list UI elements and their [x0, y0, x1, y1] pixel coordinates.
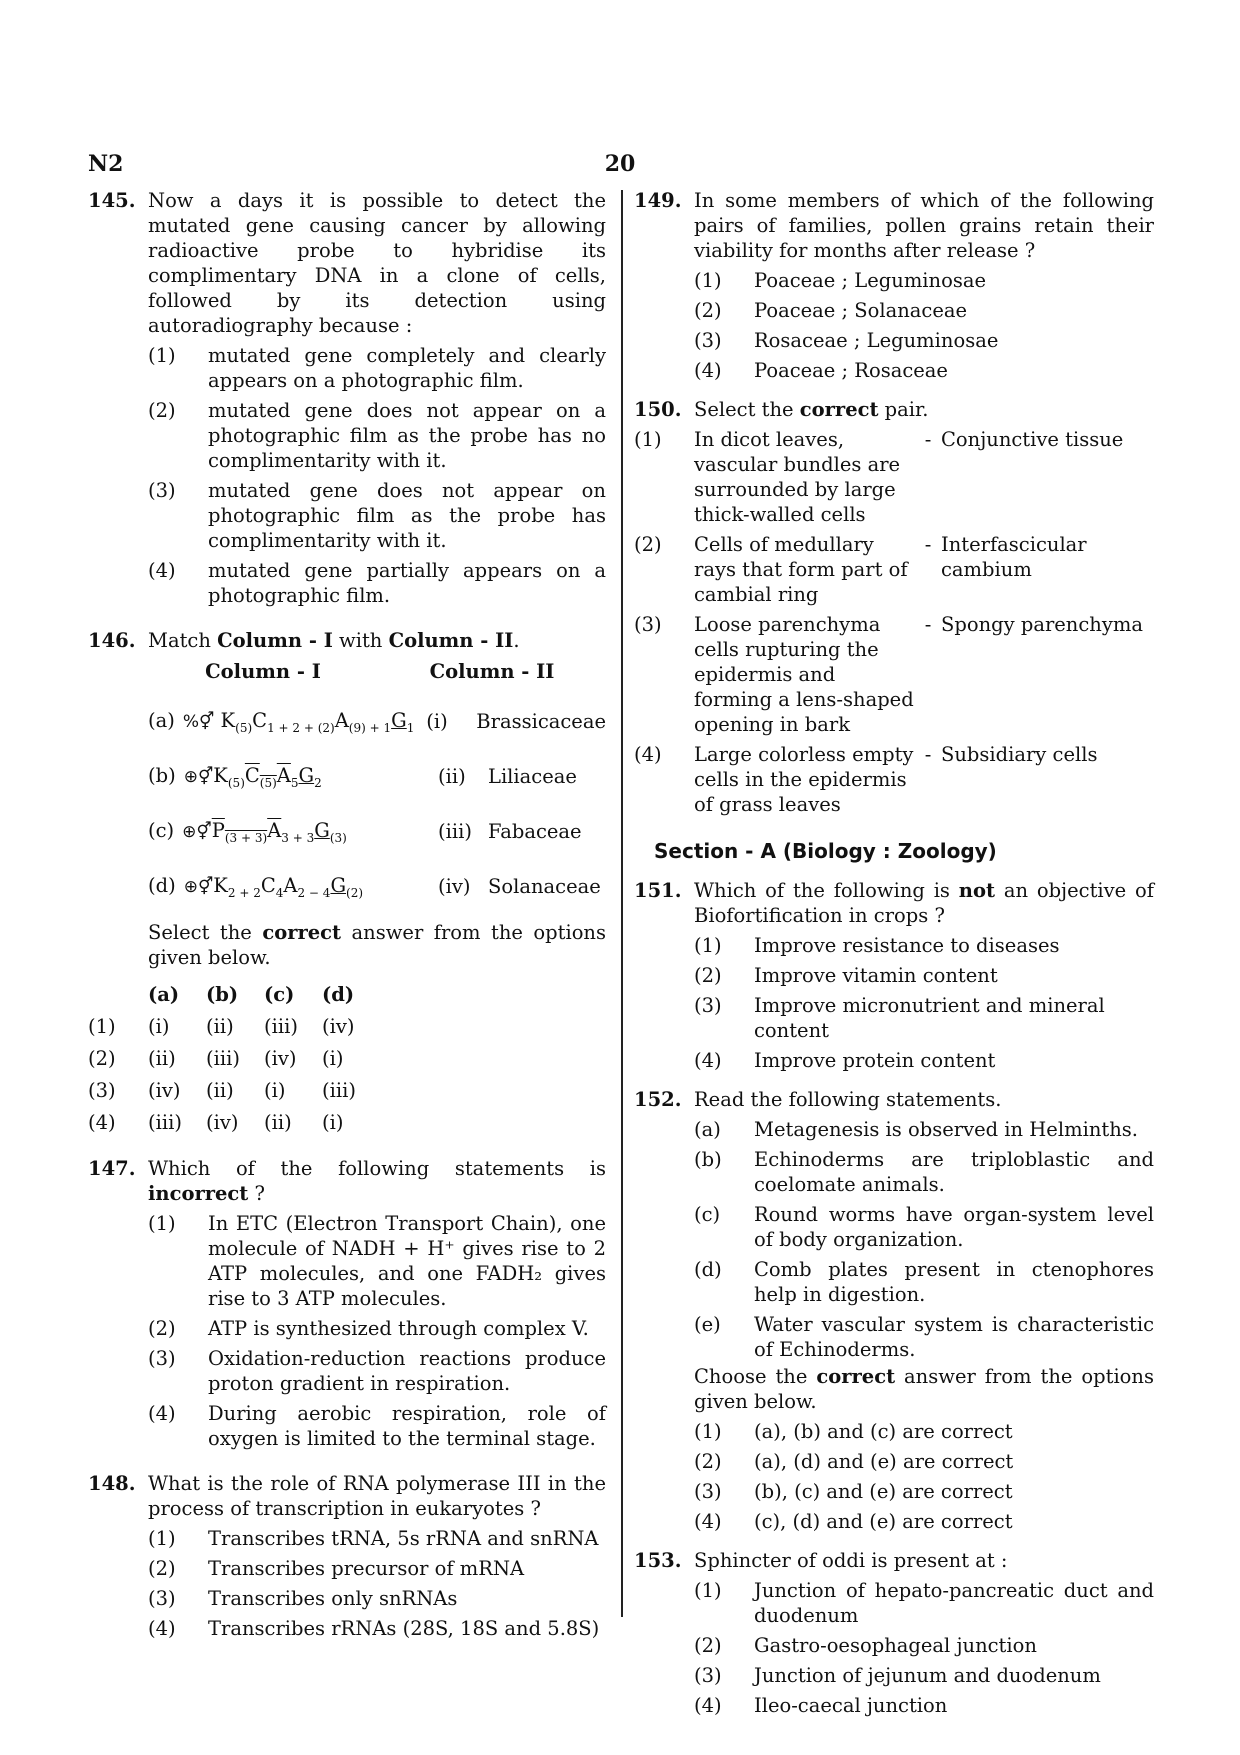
question-150: [634, 397, 1154, 817]
pair-dash: -: [924, 743, 932, 766]
option-text: (a), (b) and (c) are correct: [754, 1420, 1013, 1443]
option-text: Improve resistance to diseases: [754, 934, 1060, 957]
option-label: (1): [694, 934, 722, 957]
option-label: (1): [694, 269, 722, 292]
option-text: Improve protein content: [754, 1049, 996, 1072]
question-number: 145.: [88, 189, 136, 212]
question-152: [634, 1087, 1154, 1534]
family-name: Solanaceae: [488, 875, 601, 898]
roman-label: (ii): [438, 765, 466, 788]
option-text: Transcribes rRNAs (28S, 18S and 5.8S): [208, 1617, 600, 1640]
match-row-b: [148, 749, 606, 804]
option-4[interactable]: [148, 1401, 606, 1451]
option-text: mutated gene does not appear on a photographic film as the probe has no complimentarity with it.: [208, 399, 606, 472]
option-2[interactable]: [694, 298, 1154, 323]
question-151: [634, 878, 1154, 1073]
option-1[interactable]: [148, 343, 606, 393]
statement-c: [694, 1202, 1154, 1252]
option-label: (3): [148, 1347, 176, 1370]
question-stem: Which of the following statements is incorrect ?: [148, 1157, 606, 1205]
family-name: Brassicaceae: [476, 710, 606, 733]
option-3[interactable]: [148, 1346, 606, 1396]
option-text: Improve micronutrient and mineral content: [754, 994, 1105, 1042]
option-text: (a), (d) and (e) are correct: [754, 1450, 1014, 1473]
roman-label: (iv): [438, 875, 471, 898]
pair-dash: -: [924, 533, 932, 556]
option-3[interactable]: [694, 328, 1154, 353]
pair-option-1[interactable]: [634, 427, 1154, 527]
floral-formula-b: (b) $\oplus⚥K_{(5)}C_{(5)}A_5G_2$: [148, 764, 322, 790]
option-label: (1): [694, 1579, 722, 1602]
pair-match: Conjunctive tissue: [941, 428, 1124, 451]
option-label: (4): [634, 743, 662, 766]
question-153: [634, 1548, 1154, 1718]
answer-option-4[interactable]: (4) (iii) (iv) (ii) (i): [88, 1110, 344, 1134]
statement-text: Round worms have organ-system level of body organization.: [754, 1203, 1154, 1251]
statement-d: [694, 1257, 1154, 1307]
option-3[interactable]: [694, 993, 1154, 1043]
option-text: Junction of jejunum and duodenum: [754, 1664, 1101, 1687]
pair-term: Cells of medullary rays that form part of cambial ring: [694, 533, 908, 606]
question-number: 151.: [634, 879, 682, 902]
option-label: (4): [694, 1510, 722, 1533]
family-name: Liliaceae: [488, 765, 577, 788]
option-label: (1): [148, 344, 176, 367]
option-1[interactable]: [694, 933, 1154, 958]
option-text: (c), (d) and (e) are correct: [754, 1510, 1013, 1533]
question-stem: Which of the following is not an objective of Biofortification in crops ?: [694, 879, 1154, 927]
statement-text: Metagenesis is observed in Helminths.: [754, 1118, 1138, 1141]
match-row-d: [148, 859, 606, 914]
option-4[interactable]: [148, 1616, 606, 1641]
question-stem: Now a days it is possible to detect the mutated gene causing cancer by allowing radioactive probe to hybridise its complimentary DNA in a clone of cells, followed by its detection using autoradiography because :: [148, 189, 606, 337]
question-number: 149.: [634, 189, 682, 212]
question-stem: Sphincter of oddi is present at :: [694, 1549, 1008, 1572]
option-label: (4): [694, 1049, 722, 1072]
page-number: 20: [604, 151, 636, 177]
option-text: Poaceae ; Solanaceae: [754, 299, 968, 322]
option-label: (2): [634, 533, 662, 556]
option-2[interactable]: [694, 1633, 1154, 1658]
statement-label: (b): [694, 1148, 722, 1171]
option-label: (2): [694, 1450, 722, 1473]
roman-label: (iii): [438, 820, 472, 843]
option-text: Improve vitamin content: [754, 964, 998, 987]
select-instruction: Select the correct answer from the options given below.: [148, 921, 606, 969]
option-label: (4): [148, 1617, 176, 1640]
option-label: (3): [694, 994, 722, 1017]
statement-a: [694, 1117, 1154, 1142]
question-145: [88, 188, 606, 608]
option-2[interactable]: [148, 1556, 606, 1581]
option-2[interactable]: [694, 963, 1154, 988]
option-label: (3): [148, 479, 176, 502]
option-3[interactable]: [694, 1663, 1154, 1688]
option-text: (b), (c) and (e) are correct: [754, 1480, 1013, 1503]
option-1[interactable]: [694, 1419, 1154, 1444]
option-text: In ETC (Electron Transport Chain), one molecule of NADH + H⁺ gives rise to 2 ATP molecules, and one FADH₂ gives rise to 3 ATP molecules.: [208, 1212, 606, 1310]
column-headers: [148, 659, 606, 684]
pair-term: In dicot leaves, vascular bundles are surrounded by large thick-walled cells: [694, 428, 901, 526]
statement-text: Water vascular system is characteristic of Echinoderms.: [754, 1313, 1154, 1361]
floral-formula-d: (d) $\oplus⚥K_{2 + 2}C_4A_{2 - 4}G_{(2)}$: [148, 874, 364, 900]
pair-option-4[interactable]: [634, 742, 1154, 817]
option-text: Ileo-caecal junction: [754, 1694, 948, 1717]
choose-instruction: Choose the correct answer from the options given below.: [694, 1365, 1154, 1413]
question-stem: Match Column - I with Column - II.: [148, 629, 520, 652]
option-label: (2): [148, 1317, 176, 1340]
option-label: (3): [694, 1480, 722, 1503]
statement-b: [694, 1147, 1154, 1197]
option-4[interactable]: [694, 358, 1154, 383]
option-3[interactable]: [148, 478, 606, 553]
family-name: Fabaceae: [488, 820, 582, 843]
question-number: 152.: [634, 1088, 682, 1111]
option-text: Transcribes only snRNAs: [208, 1587, 458, 1610]
option-label: (4): [148, 559, 176, 582]
option-text: Transcribes precursor of mRNA: [208, 1557, 525, 1580]
pair-match: Interfascicular cambium: [941, 533, 1087, 581]
option-text: mutated gene completely and clearly appears on a photographic film.: [208, 344, 606, 392]
question-148: [88, 1471, 606, 1641]
option-label: (1): [694, 1420, 722, 1443]
question-146: [88, 628, 606, 1138]
statement-label: (c): [694, 1203, 721, 1226]
pair-term: Loose parenchyma cells rupturing the epidermis and forming a lens-shaped opening in bark: [694, 613, 914, 736]
statement-text: Comb plates present in ctenophores help in digestion.: [754, 1258, 1154, 1306]
option-label: (4): [694, 1694, 722, 1717]
pair-term: Large colorless empty cells in the epidermis of grass leaves: [694, 743, 914, 816]
statement-label: (e): [694, 1313, 721, 1336]
option-4[interactable]: [694, 1048, 1154, 1073]
option-3[interactable]: [694, 1479, 1154, 1504]
option-label: (3): [694, 1664, 722, 1687]
pair-dash: -: [924, 613, 932, 636]
left-column: [88, 188, 606, 1653]
pair-option-2[interactable]: [634, 532, 1154, 607]
option-4[interactable]: [694, 1693, 1154, 1718]
question-stem: Select the correct pair.: [694, 398, 929, 421]
roman-label: (i): [426, 710, 448, 733]
column-2-header: Column - II: [429, 660, 555, 683]
question-number: 150.: [634, 398, 682, 421]
option-label: (3): [148, 1587, 176, 1610]
question-number: 148.: [88, 1472, 136, 1495]
option-text: Junction of hepato-pancreatic duct and duodenum: [754, 1579, 1154, 1627]
option-4[interactable]: [694, 1509, 1154, 1534]
option-text: ATP is synthesized through complex V.: [208, 1317, 589, 1340]
column-1-header: Column - I: [205, 660, 321, 683]
option-3[interactable]: [148, 1586, 606, 1611]
option-label: (2): [694, 299, 722, 322]
option-text: Transcribes tRNA, 5s rRNA and snRNA: [208, 1527, 599, 1550]
option-text: Gastro-oesophageal junction: [754, 1634, 1037, 1657]
option-label: (2): [148, 399, 176, 422]
question-number: 147.: [88, 1157, 136, 1180]
option-2[interactable]: [148, 1316, 606, 1341]
option-label: (3): [694, 329, 722, 352]
question-147: [88, 1156, 606, 1451]
option-4[interactable]: [148, 558, 606, 608]
option-label: (1): [148, 1212, 176, 1235]
paper-code: N2: [88, 151, 124, 177]
pair-match: Subsidiary cells: [941, 743, 1098, 766]
option-text: During aerobic respiration, role of oxygen is limited to the terminal stage.: [208, 1402, 606, 1450]
option-1[interactable]: [148, 1526, 606, 1551]
statement-label: (a): [694, 1118, 721, 1141]
question-stem: In some members of which of the following pairs of families, pollen grains retain their viability for months after release ?: [694, 189, 1154, 262]
answer-option-2[interactable]: (2) (ii) (iii) (iv) (i): [88, 1046, 344, 1070]
option-1[interactable]: [148, 1211, 606, 1311]
floral-formula-a: (a) %⚥ $K_{(5)}C_{1 + 2 + (2)}A_{(9) + 1}G_1$: [148, 709, 415, 735]
option-label: (2): [694, 1634, 722, 1657]
question-stem: Read the following statements.: [694, 1088, 1002, 1111]
option-text: Rosaceae ; Leguminosae: [754, 329, 999, 352]
question-stem: What is the role of RNA polymerase III in the process of transcription in eukaryotes ?: [148, 1472, 606, 1520]
answer-option-1[interactable]: (1) (i) (ii) (iii) (iv): [88, 1014, 355, 1038]
option-text: Poaceae ; Leguminosae: [754, 269, 987, 292]
option-label: (1): [634, 428, 662, 451]
option-1[interactable]: [694, 1578, 1154, 1628]
column-divider: [621, 190, 623, 1617]
option-label: (2): [148, 1557, 176, 1580]
answer-grid-header: (a) (b) (c) (d): [148, 982, 355, 1006]
pair-dash: -: [924, 428, 932, 451]
option-text: mutated gene does not appear on photographic film as the probe has complimentarity with it.: [208, 479, 606, 552]
option-2[interactable]: [148, 398, 606, 473]
question-number: 153.: [634, 1549, 682, 1572]
option-label: (4): [694, 359, 722, 382]
option-text: Oxidation-reduction reactions produce proton gradient in respiration.: [208, 1347, 606, 1395]
option-label: (4): [148, 1402, 176, 1425]
section-heading: Section - A (Biology : Zoology): [654, 839, 997, 863]
option-1[interactable]: [694, 268, 1154, 293]
option-label: (1): [148, 1527, 176, 1550]
option-text: Poaceae ; Rosaceae: [754, 359, 948, 382]
question-number: 146.: [88, 629, 136, 652]
option-text: mutated gene partially appears on a photographic film.: [208, 559, 606, 607]
question-149: [634, 188, 1154, 383]
floral-formula-c: (c) $\oplus⚥P_{(3 + 3)}A_{3 + 3}G_{(3)}$: [148, 819, 347, 845]
statement-e: [694, 1312, 1154, 1362]
answer-option-3[interactable]: (3) (iv) (ii) (i) (iii): [88, 1078, 356, 1102]
match-row-a: [148, 694, 606, 749]
option-2[interactable]: [694, 1449, 1154, 1474]
right-column: [634, 188, 1154, 1730]
pair-option-3[interactable]: [634, 612, 1154, 737]
statement-text: Echinoderms are triploblastic and coelomate animals.: [754, 1148, 1154, 1196]
pair-match: Spongy parenchyma: [941, 613, 1143, 636]
answer-grid: [88, 978, 606, 1138]
option-label: (2): [694, 964, 722, 987]
option-label: (3): [634, 613, 662, 636]
statement-label: (d): [694, 1258, 722, 1281]
match-row-c: [148, 804, 606, 859]
